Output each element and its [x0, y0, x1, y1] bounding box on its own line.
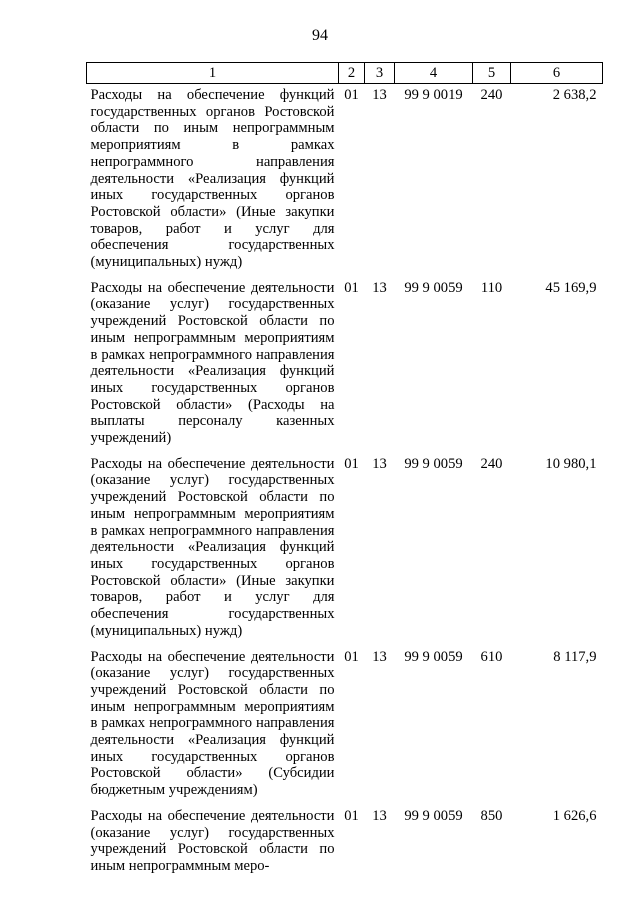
table-row: [87, 280, 603, 456]
header-col-3: 3: [365, 63, 395, 84]
row-subsection: 13: [372, 87, 387, 103]
table-row: [87, 649, 603, 808]
row-section: 01: [344, 87, 359, 103]
row-description: Расходы на обеспечение деятельности (оказание услуг) государственных учреждений Ростовской области по иным непрограммным мероприятиям в рамках непрограммного направления деятельности «Реализация функций иных государственных органов Ростовской области» (Иные закупки товаров, работ и услуг для обеспечения государственных (муниципальных) нужд): [90, 455, 335, 639]
header-col-1: 1: [87, 63, 339, 84]
row-expense-type: 610: [480, 648, 503, 665]
header-col-4: 4: [395, 63, 473, 84]
header-col-6: 6: [511, 63, 603, 84]
row-expense-type: 850: [480, 807, 503, 824]
row-expense-type: 240: [480, 87, 503, 103]
row-section: 01: [344, 807, 359, 824]
row-section: 01: [344, 279, 359, 296]
row-section: 01: [344, 648, 359, 665]
row-amount: 45 169,9: [545, 279, 597, 296]
row-subsection: 13: [372, 279, 387, 296]
row-target-code: 99 9 0059: [404, 807, 463, 824]
budget-table: [86, 62, 603, 884]
table-row: [87, 456, 603, 649]
page-number: 94: [312, 27, 328, 44]
row-expense-type: 240: [480, 455, 503, 472]
row-description: Расходы на обеспечение деятельности (оказание услуг) государственных учреждений Ростовской области по иным непрограммным мероприятиям в рамках непрограммного направления деятельности «Реализация функций иных государственных органов Ростовской области» (Субсидии бюджетным учреждениям): [90, 648, 335, 799]
table-header: [87, 63, 603, 84]
row-target-code: 99 9 0059: [404, 279, 463, 296]
row-section: 01: [344, 455, 359, 472]
table-row: [87, 808, 603, 884]
row-amount: 1 626,6: [552, 807, 597, 824]
row-description: Расходы на обеспечение деятельности (оказание услуг) государственных учреждений Ростовской области по иным непрограммным мероприятиям в рамках непрограммного направления деятельности «Реализация функций иных государственных органов Ростовской области» (Расходы на выплаты персоналу казенных учреждений): [90, 279, 335, 447]
header-row: [87, 63, 603, 84]
row-amount: 8 117,9: [553, 648, 597, 665]
row-description: Расходы на обеспечение деятельности (оказание услуг) государственных учреждений Ростовской области по иным непрограммным меро-: [90, 807, 335, 874]
row-description: Расходы на обеспечение функций государственных органов Ростовской области по иным непрограммным мероприятиям в рамках непрограммного направления деятельности «Реализация функций иных государственных органов Ростовской области» (Иные закупки товаров, работ и услуг для обеспечения государственных (муниципальных) нужд): [90, 87, 335, 271]
row-amount: 2 638,2: [552, 87, 597, 103]
table-row: [87, 84, 603, 280]
row-amount: 10 980,1: [545, 455, 597, 472]
row-subsection: 13: [372, 455, 387, 472]
row-subsection: 13: [372, 648, 387, 665]
header-col-2: 2: [339, 63, 365, 84]
header-col-5: 5: [473, 63, 511, 84]
row-target-code: 99 9 0019: [404, 87, 463, 103]
table-body: [87, 84, 603, 884]
row-target-code: 99 9 0059: [404, 648, 463, 665]
row-subsection: 13: [372, 807, 387, 824]
row-expense-type: 110: [480, 279, 503, 296]
row-target-code: 99 9 0059: [404, 455, 463, 472]
